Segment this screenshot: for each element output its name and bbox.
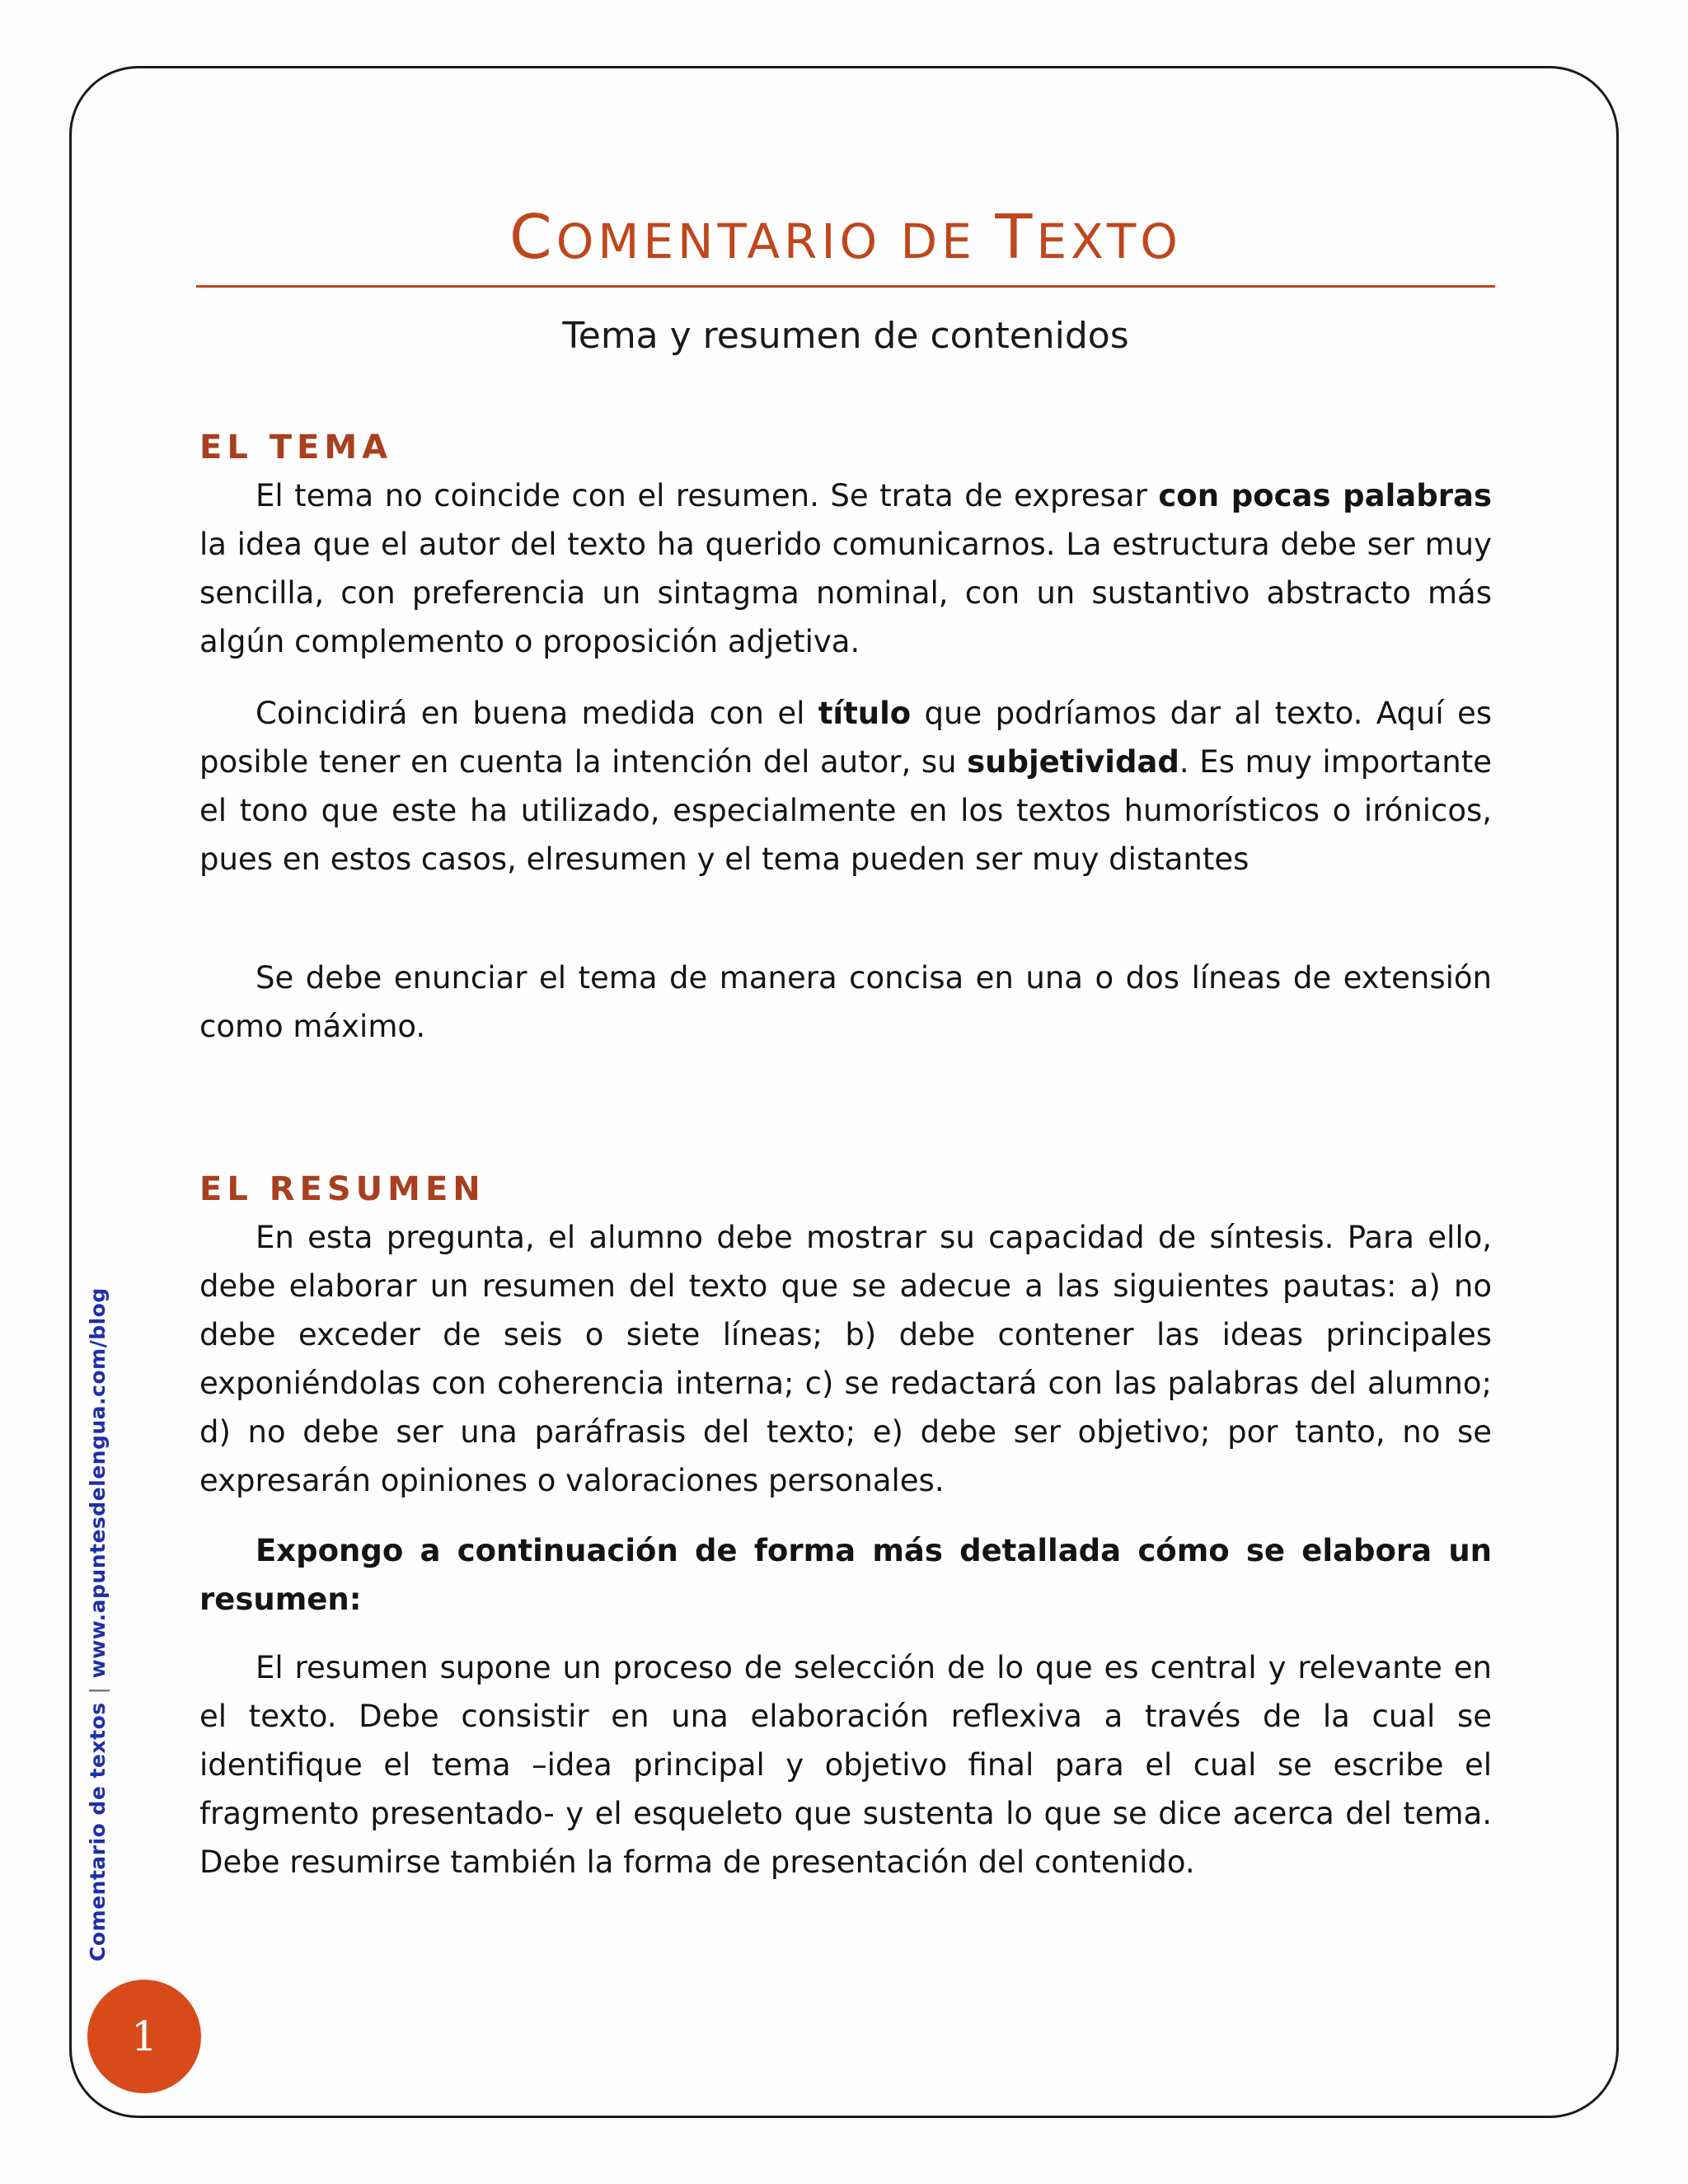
title-initial-c: C xyxy=(509,202,556,273)
document-title xyxy=(196,204,1495,274)
page-number: 1 xyxy=(131,2013,157,2060)
tema-p2-bold-subjetividad: subjetividad xyxy=(967,744,1179,780)
tema-p1-text-b: la idea que el autor del texto ha querido comunicarnos. La estructura debe ser muy sencilla, con preferencia un sintagma nominal, con un sustantivo abstracto más algún complemento o proposición adjetiva. xyxy=(199,527,1492,659)
title-initial-t: T xyxy=(995,202,1037,273)
resumen-paragraph-2-bold: Expongo a continuación de forma más detallada cómo se elabora un resumen: xyxy=(199,1533,1492,1617)
resumen-paragraph-1: En esta pregunta, el alumno debe mostrar su capacidad de síntesis. Para ello, debe elaborar un resumen del texto que se adecue a las siguientes pautas: a) no debe exceder de seis o siete líneas; b) debe contener las ideas principales exponiéndolas con coherencia interna; c) se redactará con las palabras del alumno; d) no debe ser una paráfrasis del texto; e) debe ser objetivo; por tanto, no se expresarán opiniones o valoraciones personales. xyxy=(199,1220,1492,1498)
document-subtitle: Tema y resumen de contenidos xyxy=(562,315,1129,357)
tema-p1-text-a: El tema no coincide con el resumen. Se trata de expresar xyxy=(256,478,1159,513)
tema-p2-text-c: . Es muy importante el tono que este ha utilizado, especialmente en los textos humorísticos o irónicos, pues en estos casos, elresumen y el tema pueden ser muy distantes xyxy=(199,744,1492,877)
tema-paragraph-2 xyxy=(199,689,1492,883)
tema-p2-text-b: que podríamos dar al texto. Aquí es posible tener en cuenta la intención del autor, su xyxy=(199,696,1492,780)
sidebar-separator: | xyxy=(86,1686,110,1694)
title-part-2: EXTO xyxy=(1036,213,1182,269)
sidebar-url-link[interactable]: www.apuntesdelengua.com/blog xyxy=(86,1287,110,1679)
page-number-badge xyxy=(87,1980,201,2093)
tema-paragraph-1 xyxy=(199,471,1492,666)
sidebar-label: Comentario de textos xyxy=(86,1702,110,1961)
section-heading-tema: EL TEMA xyxy=(199,429,393,466)
title-part-1: OMENTARIO DE xyxy=(556,213,996,269)
resumen-paragraph-3: El resumen supone un proceso de selección de lo que es central y relevante en el texto. Debe consistir en una elaboración reflexiva a través de la cual se identifique el tema –idea principal y objetivo final para el cual se escribe el fragmento presentado- y el esqueleto que sustenta lo que se dice acerca del tema. Debe resumirse también la forma de presentación del contenido. xyxy=(199,1650,1492,1880)
tema-paragraph-3: Se debe enunciar el tema de manera concisa en una o dos líneas de extensión como máximo. xyxy=(199,960,1492,1044)
title-underline-divider xyxy=(196,285,1495,288)
tema-p1-bold-con-pocas-palabras: con pocas palabras xyxy=(1158,478,1492,513)
section-heading-resumen: EL RESUMEN xyxy=(199,1170,485,1208)
tema-p2-text-a: Coincidirá en buena medida con el xyxy=(256,696,818,731)
vertical-footer-text xyxy=(86,1287,110,1961)
tema-p2-bold-titulo: título xyxy=(818,696,912,731)
